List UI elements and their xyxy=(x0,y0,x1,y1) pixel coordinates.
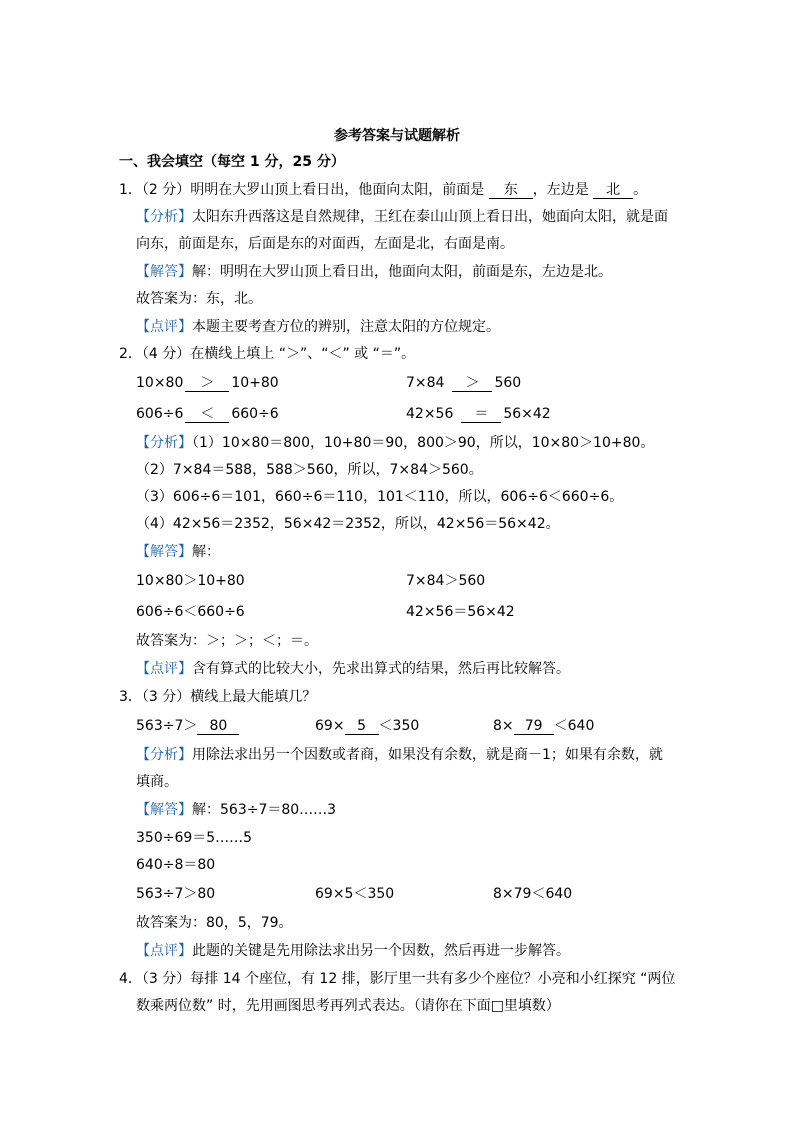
q2-result-1: 10×80＞10+80 xyxy=(136,573,245,589)
q2-comment-text: 含有算式的比较大小，先求出算式的结果，然后再比较解答。 xyxy=(192,661,570,677)
q3-item-1 xyxy=(136,717,239,735)
q2-result-2: 7×84＞560 xyxy=(406,573,486,589)
q3-calc-2: 350÷69＝5……5 xyxy=(136,830,253,846)
q3-expr: ＜640 xyxy=(553,718,595,734)
analysis-tag: 【分析】 xyxy=(136,209,192,225)
question-2-stem: 2．（4 分）在横线上填上 “＞”、“＜” 或 “＝”。 xyxy=(119,346,416,362)
q3-analysis xyxy=(136,746,663,764)
q3-result-2: 69×5＜350 xyxy=(315,886,395,902)
q3-expr: ＜350 xyxy=(378,718,420,734)
q2-expr: 660÷6 xyxy=(231,406,279,422)
q2-analysis-2: （2）7×84＝588，588＞560，所以，7×84＞560。 xyxy=(136,462,483,478)
page-title: 参考答案与试题解析 xyxy=(334,128,460,144)
q1-final: 故答案为：东，北。 xyxy=(136,291,262,307)
comment-tag: 【点评】 xyxy=(136,661,192,677)
q2-answer xyxy=(136,543,220,561)
analysis-tag: 【分析】 xyxy=(136,435,192,451)
q3-answer-text: 解：563÷7＝80……3 xyxy=(192,802,337,818)
q2-result-4: 42×56＝56×42 xyxy=(406,604,515,620)
q2-blank: ＝ xyxy=(461,406,501,423)
q2-final: 故答案为：＞；＞；＜；＝。 xyxy=(136,633,318,649)
answer-tag: 【解答】 xyxy=(136,544,192,560)
q2-analysis-text: （1）10×80＝800，10+80＝90，800＞90，所以，10×80＞10+80。 xyxy=(192,435,655,451)
q1-answer xyxy=(136,263,612,281)
q2-analysis-4: （4）42×56＝2352，56×42＝2352，所以，42×56＝56×42。 xyxy=(136,516,560,532)
section-heading: 一、我会填空（每空 1 分，25 分） xyxy=(119,154,345,170)
question-1-stem xyxy=(119,181,647,199)
analysis-tag: 【分析】 xyxy=(136,747,192,763)
q3-analysis-text: 用除法求出另一个因数或者商，如果没有余数，就是商－1；如果有余数，就 xyxy=(192,747,663,763)
q2-item-4 xyxy=(406,405,551,423)
q3-blank: 5 xyxy=(345,718,379,735)
q1-analysis xyxy=(136,208,668,226)
q3-expr: 563÷7＞ xyxy=(136,718,198,734)
q2-blank: ＜ xyxy=(185,406,229,423)
answer-tag: 【解答】 xyxy=(136,264,192,280)
q1-blank-1: 东 xyxy=(489,182,533,199)
q2-blank: ＞ xyxy=(185,375,229,392)
q3-item-2 xyxy=(315,717,419,735)
q3-answer xyxy=(136,801,336,819)
comment-tag: 【点评】 xyxy=(136,319,192,335)
q3-analysis-cont: 填商。 xyxy=(136,774,178,790)
q3-expr: 8× xyxy=(493,718,514,734)
q3-item-3 xyxy=(493,717,594,735)
q3-blank: 80 xyxy=(197,718,239,735)
q3-calc-3: 640÷8＝80 xyxy=(136,857,216,873)
q2-blank: ＞ xyxy=(452,375,492,392)
q1-answer-text: 解：明明在大罗山顶上看日出，他面向太阳，前面是东，左边是北。 xyxy=(192,264,612,280)
q2-analysis-3: （3）606÷6＝101，660÷6＝110，101＜110，所以，606÷6＜660÷6。 xyxy=(136,489,624,505)
q3-blank: 79 xyxy=(514,718,554,735)
q2-analysis xyxy=(136,434,654,452)
question-4-stem: 4．（3 分）每排 14 个座位，有 12 排，影厅里一共有多少个座位？小亮和小红探究 “两位 xyxy=(119,971,676,987)
q3-comment xyxy=(136,942,570,960)
q1-stem-part: 。 xyxy=(633,182,648,198)
q2-expr: 56×42 xyxy=(503,406,551,422)
q2-expr: 606÷6 xyxy=(136,406,184,422)
q2-item-2 xyxy=(406,374,521,392)
answer-tag: 【解答】 xyxy=(136,802,192,818)
q1-stem-part: ，左边是 xyxy=(532,182,594,198)
q1-analysis-text: 太阳东升西落这是自然规律，王红在泰山山顶上看日出，她面向太阳，就是面 xyxy=(192,209,668,225)
q2-comment xyxy=(136,660,570,678)
comment-tag: 【点评】 xyxy=(136,943,192,959)
q2-expr: 7×84 xyxy=(406,375,445,391)
q2-answer-text: 解： xyxy=(192,544,220,560)
q3-expr: 69× xyxy=(315,718,345,734)
q1-comment xyxy=(136,318,500,336)
q2-expr: 10×80 xyxy=(136,375,184,391)
q2-item-1 xyxy=(136,374,279,392)
q1-analysis-cont: 向东，前面是东，后面是东的对面西，左面是北，右面是南。 xyxy=(136,236,514,252)
q3-comment-text: 此题的关键是先用除法求出另一个因数，然后再进一步解答。 xyxy=(192,943,570,959)
q2-item-3 xyxy=(136,405,279,423)
q3-result-1: 563÷7＞80 xyxy=(136,886,216,902)
q2-expr: 42×56 xyxy=(406,406,454,422)
q3-final: 故答案为：80，5，79。 xyxy=(136,915,293,931)
q2-expr: 10+80 xyxy=(231,375,279,391)
q1-blank-2: 北 xyxy=(593,182,633,199)
q2-result-3: 606÷6＜660÷6 xyxy=(136,604,245,620)
q2-expr: 560 xyxy=(494,375,522,391)
q3-result-3: 8×79＜640 xyxy=(493,886,573,902)
question-4-stem-cont: 数乘两位数” 时，先用画图思考再列式表达。（请你在下面□里填数） xyxy=(136,998,560,1014)
q1-stem-part: 1．（2 分）明明在大罗山顶上看日出，他面向太阳，前面是 xyxy=(119,182,489,198)
question-3-stem: 3．（3 分）横线上最大能填几？ xyxy=(119,689,317,705)
q1-comment-text: 本题主要考查方位的辨别，注意太阳的方位规定。 xyxy=(192,319,500,335)
